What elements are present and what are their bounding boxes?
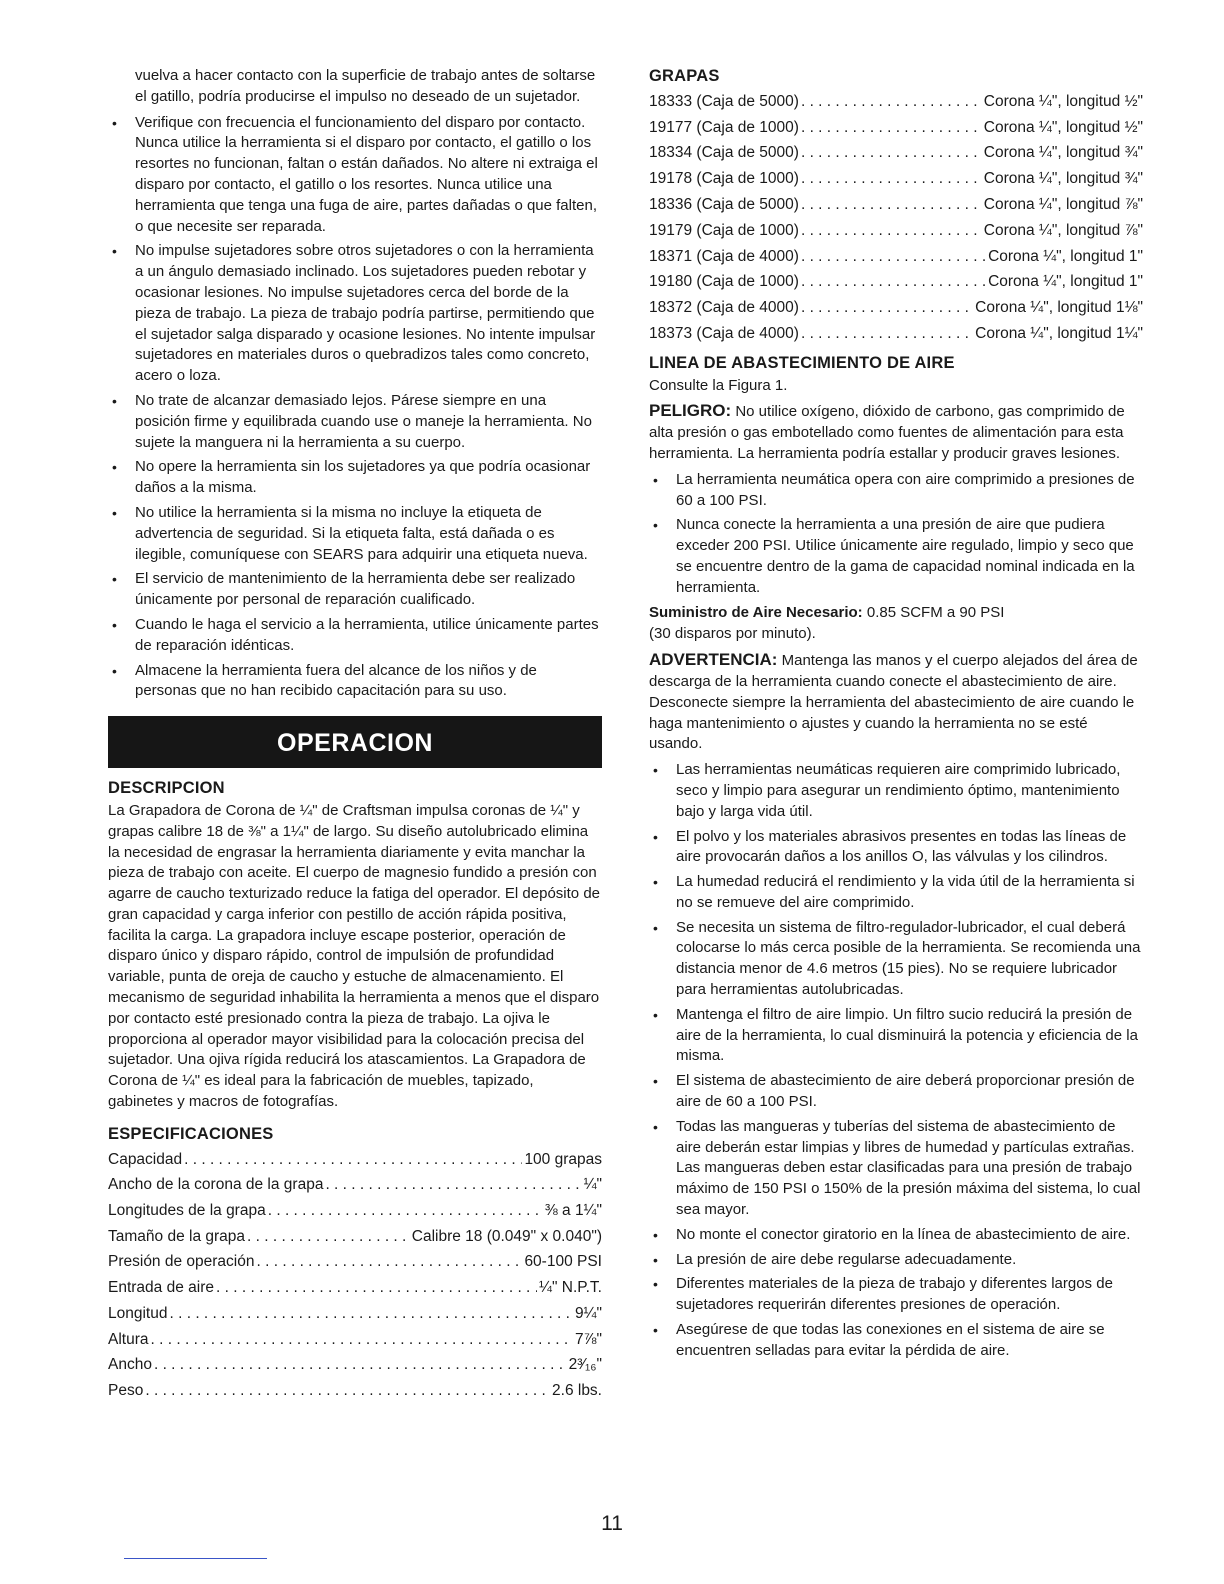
spec-label: Longitudes de la grapa <box>108 1202 266 1220</box>
spec-value: 9¼" <box>574 1304 602 1322</box>
spec-label: Ancho de la corona de la grapa <box>108 1176 324 1194</box>
grapa-label: 18336 (Caja de 5000) <box>649 195 799 213</box>
spec-row <box>108 1327 602 1353</box>
spec-label: Ancho <box>108 1356 152 1374</box>
list-item: • Las herramientas neumáticas requieren aire comprimido lubricado, seco y limpio para asegurar un rendimiento óptimo, mantenimiento bajo y larga vida útil. <box>649 760 1143 822</box>
spec-value: ¼" <box>583 1176 602 1194</box>
list-item: • Asegúrese de que todas las conexiones en el sistema de aire se encuentren selladas para evitar la pérdida de aire. <box>649 1320 1143 1362</box>
grapa-label: 19178 (Caja de 1000) <box>649 170 799 188</box>
spec-label: Altura <box>108 1330 149 1348</box>
grapa-value: Corona ¼", longitud ½" <box>983 118 1143 136</box>
list-item: • Nunca conecte la herramienta a una presión de aire que pudiera exceder 200 PSI. Utilice únicamente aire regulado, limpio y seco que se encuentre dentro de la gama de capacidad nominal indicada en la herramienta. <box>649 515 1143 598</box>
linea-heading: LINEA DE ABASTECIMIENTO DE AIRE <box>649 353 955 372</box>
spec-label: Peso <box>108 1381 144 1399</box>
peligro-paragraph <box>649 401 1143 464</box>
list-item: • Todas las mangueras y tuberías del sistema de abastecimiento de aire deberán estar limpias y libres de humedad y partículas extrañas. Las mangueras deben estar clasificadas para una presión de trabajo máximo de 150 PSI o 150% de la presión máxima del sistema, lo cual sea mayor. <box>649 1117 1143 1221</box>
spec-label: Longitud <box>108 1304 168 1322</box>
grapa-row <box>649 140 1143 166</box>
grapa-row <box>649 166 1143 192</box>
descripcion-paragraph: La Grapadora de Corona de ¼" de Craftsman impulsa coronas de ¼" y grapas calibre 18 de ⅜" a 1¼" de largo. Su diseño autolubricado elimina la necesidad de engrasar la herramienta diariamente y evita manchar la pieza de trabajo con aceite. El cuerpo de magnesio fundido a presión con agarre de caucho texturizado reduce la fatiga del operador. El depósito de gran capacidad y carga inferior con pestillo de acción rápida positiva, facilita la carga. La grapadora incluye escape posterior, operación de disparo único y disparo rápido, control de impulsión de profundidad variable, punta de oreja de caucho y estuche de almacenamiento. El mecanismo de seguridad inhabilita la herramienta a menos que el disparo por contacto esté presionado contra la pieza de trabajo. La ojiva le proporciona al operador mayor visibilidad para la colocación precisa del sujetador. Una ojiva rígida reducirá los atascamientos. La Grapadora de Corona de ¼" es ideal para la fabricación de muebles, tapizado, gabinetes y macros de fotografías. <box>108 801 600 1111</box>
list-item: • Verifique con frecuencia el funcionamiento del disparo por contacto. Nunca utilice la herramienta si el disparo por contacto, el gatillo o los resortes no funcionan, faltan o están dañados. No altere ni extraiga el disparo por contacto, el gatillo o los resortes. Nunca utilice una herramienta que tenga una fuga de aire, partes dañadas o que falten, o que necesite ser reparada. <box>108 113 602 238</box>
consulte-figura: Consulte la Figura 1. <box>649 376 788 394</box>
specs-list <box>108 1147 602 1404</box>
spec-label: Capacidad <box>108 1150 183 1168</box>
spec-row <box>108 1172 602 1198</box>
grapa-row <box>649 218 1143 244</box>
spec-row <box>108 1352 602 1378</box>
list-item: • No trate de alcanzar demasiado lejos. Párese siempre en una posición firme y equilibrada cuando use o maneje la herramienta. No sujete la manguera ni la herramienta a su cuerpo. <box>108 391 602 453</box>
grapa-value: Corona ¼", longitud ¾" <box>983 170 1143 188</box>
peligro-text: No utilice oxígeno, dióxido de carbono, gas comprimido de alta presión o gas embotellado como fuentes de alimentación para esta herramienta. La herramienta podría estallar y producir graves lesiones. <box>649 403 1125 462</box>
spec-row <box>108 1378 602 1404</box>
grapa-row <box>649 115 1143 141</box>
advertencia-text: Mantenga las manos y el cuerpo alejados del área de descarga de la herramienta cuando conecte el abastecimiento de aire. Desconecte siempre la herramienta del abastecimiento de aire cuando le haga mantenimiento o ajustes y cuando la herramienta no se esté usando. <box>649 652 1138 753</box>
especificaciones-heading: ESPECIFICACIONES <box>108 1124 274 1143</box>
spec-label: Tamaño de la grapa <box>108 1227 246 1245</box>
grapa-label: 19177 (Caja de 1000) <box>649 118 799 136</box>
advertencia-paragraph <box>649 650 1143 755</box>
peligro-label: PELIGRO: <box>649 401 732 421</box>
list-item: • No monte el conector giratorio en la línea de abastecimiento de aire. <box>649 1225 1143 1246</box>
grapa-value: Corona ¼", longitud 1¼" <box>975 324 1143 342</box>
grapa-value: Corona ¼", longitud ½" <box>983 92 1143 110</box>
air-bullet-list-a <box>649 470 1143 599</box>
spec-value: ⅜ a 1¼" <box>544 1202 602 1220</box>
list-item: • Se necesita un sistema de filtro-regulador-lubricador, el cual deberá colocarse lo más cerca posible de la herramienta. Se recomienda una distancia menor de 4.6 metros (15 pies). No se requiere lubricador para herramientas autolubricadas. <box>649 918 1143 1001</box>
spec-row <box>108 1224 602 1250</box>
list-item: • La presión de aire debe regularse adecuadamente. <box>649 1250 1143 1271</box>
advertencia-label: ADVERTENCIA: <box>649 650 778 670</box>
suministro-value: 0.85 SCFM a 90 PSI <box>866 603 1005 621</box>
spec-row <box>108 1198 602 1224</box>
spec-value: 2.6 lbs. <box>552 1381 602 1399</box>
footer-rule <box>124 1558 267 1559</box>
air-bullet-list-b <box>649 760 1143 1362</box>
list-item: • La humedad reducirá el rendimiento y la vida útil de la herramienta si no se remueve del aire comprimido. <box>649 872 1143 914</box>
grapa-label: 19180 (Caja de 1000) <box>649 273 799 291</box>
grapa-label: 18372 (Caja de 4000) <box>649 299 799 317</box>
grapa-label: 18371 (Caja de 4000) <box>649 247 799 265</box>
list-item: • No opere la herramienta sin los sujetadores ya que podría ocasionar daños a la misma. <box>108 457 602 499</box>
grapa-row <box>649 269 1143 295</box>
grapa-row <box>649 244 1143 270</box>
grapas-list <box>649 89 1143 347</box>
suministro-paragraph <box>649 603 1143 624</box>
list-item: • Diferentes materiales de la pieza de trabajo y diferentes largos de sujetadores requerirán diferentes presiones de operación. <box>649 1274 1143 1316</box>
list-item: • La herramienta neumática opera con aire comprimido a presiones de 60 a 100 PSI. <box>649 470 1143 512</box>
operacion-banner: OPERACION <box>108 716 602 768</box>
suministro-note: (30 disparos por minuto). <box>649 625 816 643</box>
grapa-value: Corona ¼", longitud 1⅛" <box>975 299 1143 317</box>
grapa-row <box>649 192 1143 218</box>
spec-value: ¼" N.P.T. <box>539 1279 602 1297</box>
spec-value: 7⅞" <box>574 1330 602 1348</box>
spec-value: 60-100 PSI <box>524 1253 602 1271</box>
grapa-value: Corona ¼", longitud ¾" <box>983 144 1143 162</box>
spec-label: Presión de operación <box>108 1253 255 1271</box>
list-item: • Cuando le haga el servicio a la herramienta, utilice únicamente partes de reparación idénticas. <box>108 615 602 657</box>
spec-row <box>108 1147 602 1173</box>
grapa-label: 18334 (Caja de 5000) <box>649 144 799 162</box>
list-item: • No impulse sujetadores sobre otros sujetadores o con la herramienta a un ángulo demasiado inclinado. Los sujetadores pueden rebotar y ocasionar lesiones. No impulse sujetadores cerca del borde de la pieza de trabajo. La pieza de trabajo podría partirse, permitiendo que el sujetador salga disparado y ocasione lesiones. No intente impulsar sujetadores en materiales duros o quebradizos tales como concreto, acero o loza. <box>108 241 602 387</box>
grapa-label: 18333 (Caja de 5000) <box>649 92 799 110</box>
spec-row <box>108 1249 602 1275</box>
grapa-value: Corona ¼", longitud 1" <box>988 273 1143 291</box>
list-item: • El sistema de abastecimiento de aire deberá proporcionar presión de aire de 60 a 100 PSI. <box>649 1071 1143 1113</box>
grapa-row <box>649 89 1143 115</box>
safety-bullet-list <box>108 113 602 703</box>
descripcion-heading: DESCRIPCION <box>108 779 225 798</box>
intro-paragraph: vuelva a hacer contacto con la superficie de trabajo antes de soltarse el gatillo, podría producirse el impulso no deseado de un sujetador. <box>135 67 596 105</box>
page-number: 11 <box>601 1512 623 1535</box>
spec-value: 100 grapas <box>524 1150 602 1168</box>
list-item: • Almacene la herramienta fuera del alcance de los niños y de personas que no han recibido capacitación para su uso. <box>108 661 602 703</box>
grapas-heading: GRAPAS <box>649 67 720 85</box>
spec-row <box>108 1301 602 1327</box>
grapa-value: Corona ¼", longitud 1" <box>988 247 1143 265</box>
right-column <box>649 66 1143 1366</box>
grapa-value: Corona ¼", longitud ⅞" <box>983 195 1143 213</box>
grapa-row <box>649 321 1143 347</box>
grapa-value: Corona ¼", longitud ⅞" <box>983 221 1143 239</box>
spec-row <box>108 1275 602 1301</box>
suministro-label: Suministro de Aire Necesario: <box>649 603 863 621</box>
list-item: • El servicio de mantenimiento de la herramienta debe ser realizado únicamente por personal de reparación cualificado. <box>108 569 602 611</box>
grapa-row <box>649 295 1143 321</box>
grapa-label: 18373 (Caja de 4000) <box>649 324 799 342</box>
list-item: • Mantenga el filtro de aire limpio. Un filtro sucio reducirá la presión de aire de la herramienta, lo cual disminuirá la potencia y eficiencia de la misma. <box>649 1005 1143 1067</box>
list-item: • No utilice la herramienta si la misma no incluye la etiqueta de advertencia de seguridad. Si la etiqueta falta, está dañada o es ilegible, comuníquese con SEARS para adquirir una etiqueta nueva. <box>108 503 602 565</box>
spec-value: 2³⁄₁₆" <box>568 1356 602 1374</box>
spec-value: Calibre 18 (0.049" x 0.040") <box>411 1227 602 1245</box>
spec-label: Entrada de aire <box>108 1279 214 1297</box>
list-item: • El polvo y los materiales abrasivos presentes en todas las líneas de aire provocarán daños a los anillos O, las válvulas y los cilindros. <box>649 827 1143 869</box>
grapa-label: 19179 (Caja de 1000) <box>649 221 799 239</box>
left-column <box>108 66 602 1404</box>
